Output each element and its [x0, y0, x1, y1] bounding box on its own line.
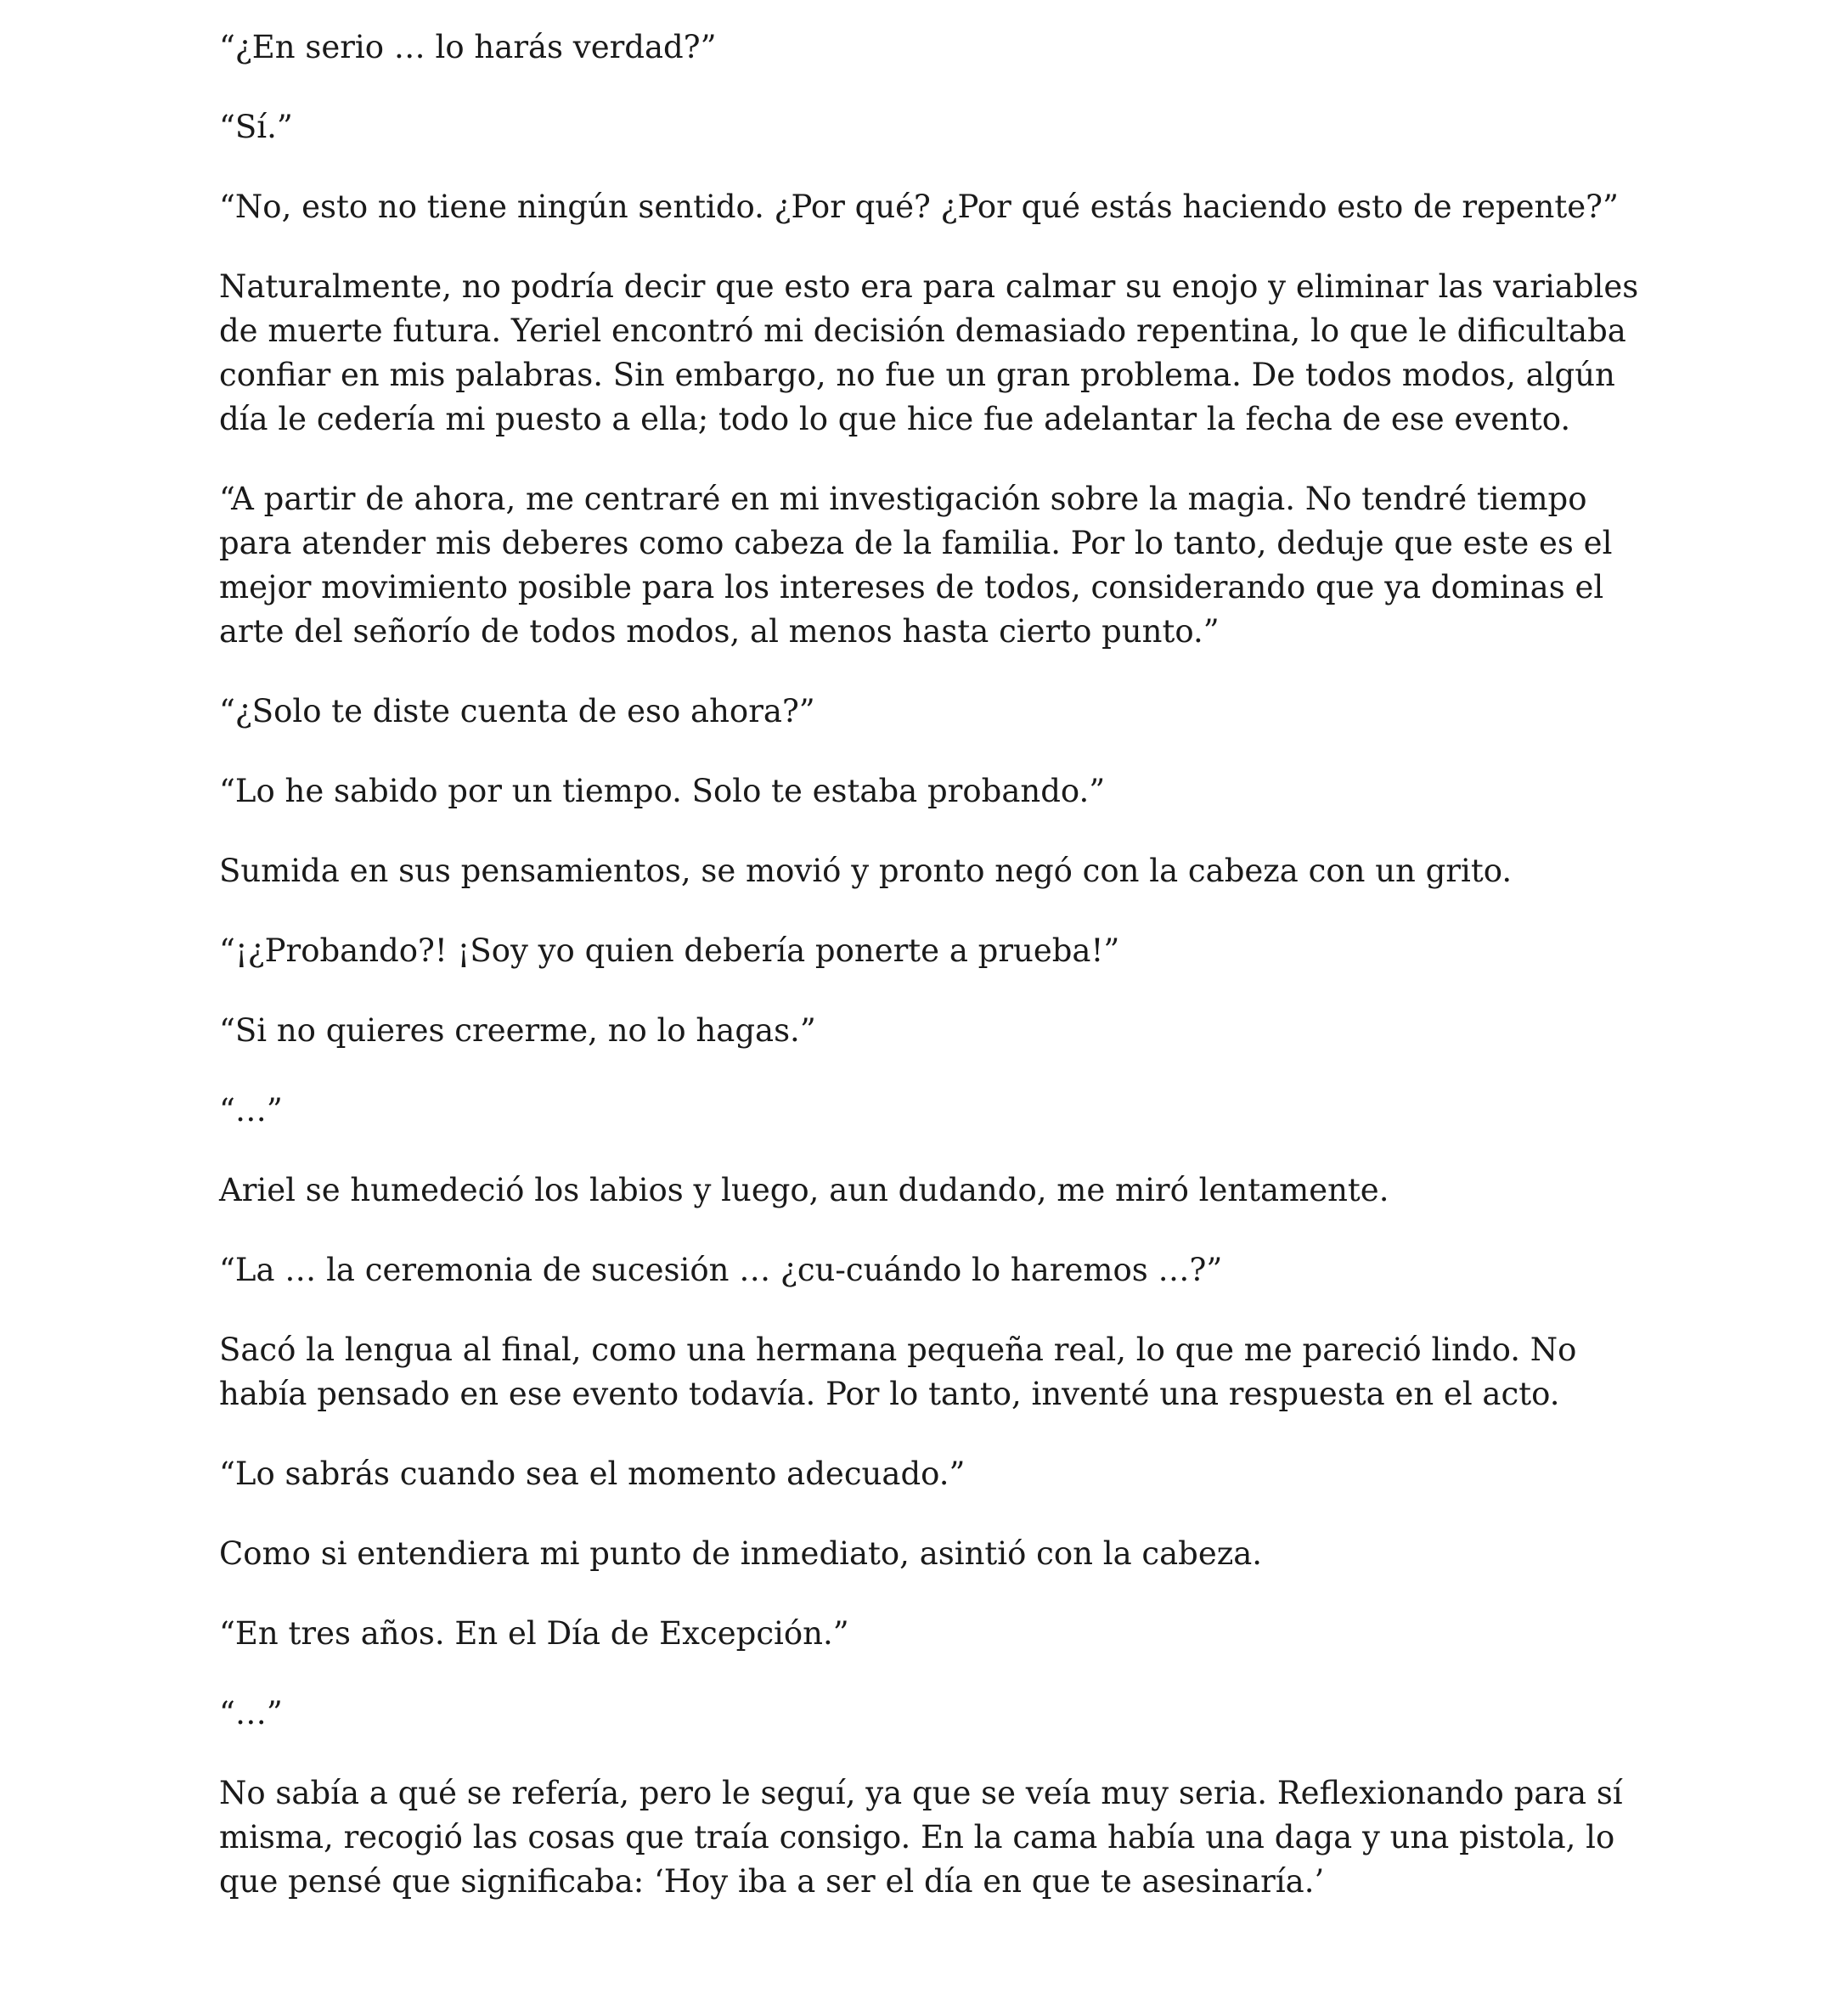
paragraph: “Lo he sabido por un tiempo. Solo te estaba probando.”: [219, 773, 1106, 809]
paragraph: “Lo sabrás cuando sea el momento adecuado.”: [219, 1456, 966, 1492]
paragraph: No sabía a qué se refería, pero le seguí, ya que se veía muy seria. Reflexionando para sí misma, recogió las cosas que traía consigo. En la cama había una daga y una pistola, lo que pensé que significaba: ‘Hoy iba a ser el día en que te asesinaría.’: [219, 1775, 1623, 1900]
document-page: [219, 25, 1654, 1940]
paragraph: “En tres años. En el Día de Excepción.”: [219, 1615, 849, 1652]
paragraph: “¿Solo te diste cuenta de eso ahora?”: [219, 693, 815, 729]
paragraph: “Sí.”: [219, 109, 293, 145]
paragraph: Naturalmente, no podría decir que esto era para calmar su enojo y eliminar las variables de muerte futura. Yeriel encontró mi decisión demasiado repentina, lo que le dificultaba confiar en mis palabras. Sin embargo, no fue un gran problema. De todos modos, algún día le cedería mi puesto a ella; todo lo que hice fue adelantar la fecha de ese evento.: [219, 268, 1639, 437]
paragraph: “¿En serio … lo harás verdad?”: [219, 29, 717, 65]
paragraph: Ariel se humedeció los labios y luego, aun dudando, me miró lentamente.: [219, 1172, 1389, 1208]
paragraph: “No, esto no tiene ningún sentido. ¿Por qué? ¿Por qué estás haciendo esto de repente?”: [219, 189, 1619, 225]
paragraph: “La … la ceremonia de sucesión … ¿cu-cuándo lo haremos …?”: [219, 1252, 1223, 1288]
paragraph: “Si no quieres creerme, no lo hagas.”: [219, 1012, 816, 1049]
paragraph: Sacó la lengua al final, como una hermana pequeña real, lo que me pareció lindo. No había pensado en ese evento todavía. Por lo tanto, inventé una respuesta en el acto.: [219, 1332, 1577, 1412]
paragraph: Como si entendiera mi punto de inmediato, asintió con la cabeza.: [219, 1535, 1263, 1572]
paragraph: “¡¿Probando?! ¡Soy yo quien debería ponerte a prueba!”: [219, 932, 1120, 969]
paragraph: “A partir de ahora, me centraré en mi investigación sobre la magia. No tendré tiempo para atender mis deberes como cabeza de la familia. Por lo tanto, deduje que este es el mejor movimiento posible para los intereses de todos, considerando que ya dominas el arte del señorío de todos modos, al menos hasta cierto punto.”: [219, 481, 1613, 650]
paragraph: “…”: [219, 1092, 283, 1129]
paragraph: “…”: [219, 1695, 283, 1732]
paragraph: Sumida en sus pensamientos, se movió y pronto negó con la cabeza con un grito.: [219, 853, 1513, 889]
